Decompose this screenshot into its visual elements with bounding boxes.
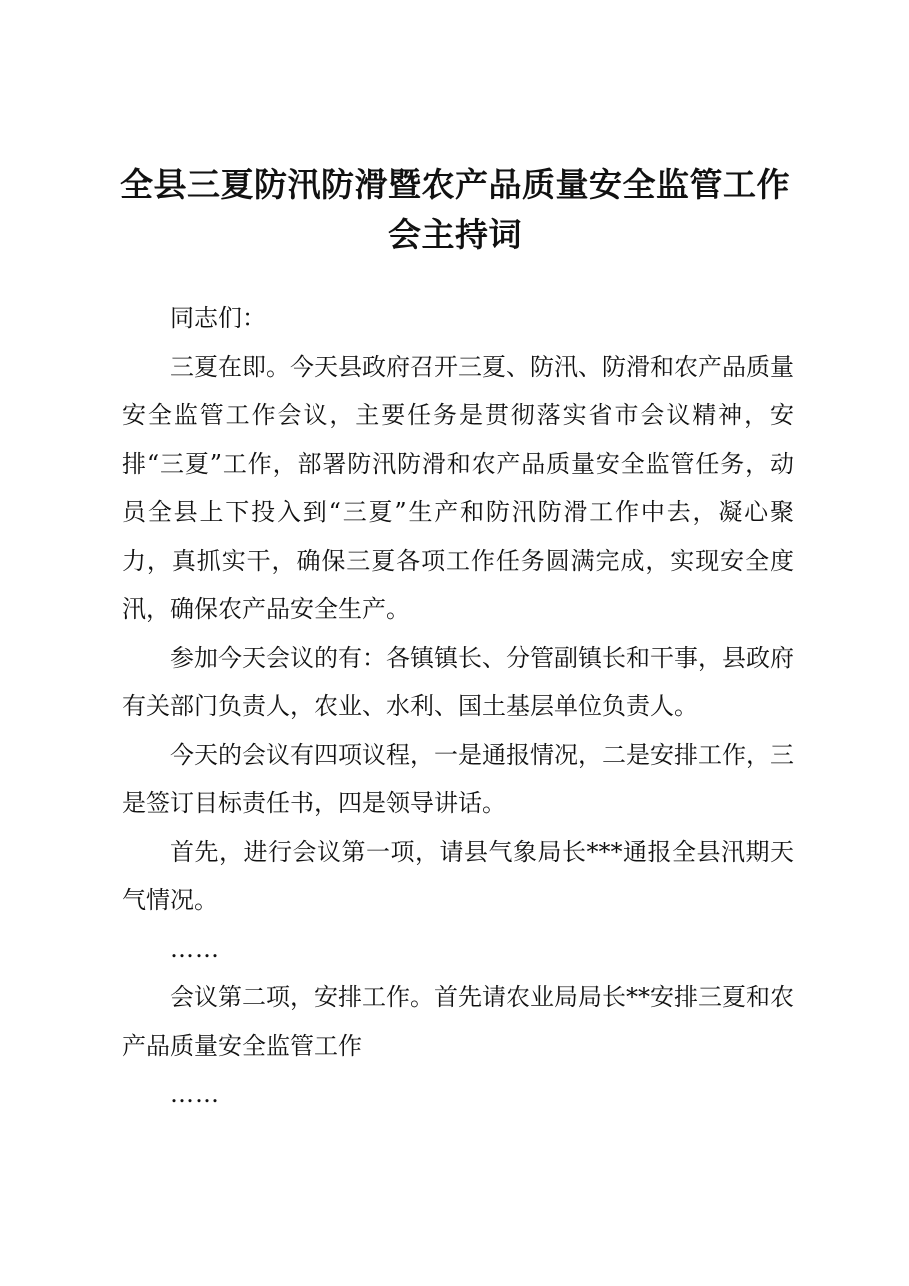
second-item-paragraph: 会议第二项，安排工作。首先请农业局局长**安排三夏和农产品质量安全监管工作 (122, 983, 794, 1060)
document-title (110, 160, 800, 260)
title-line-2: 会主持词 (388, 215, 522, 254)
ellipsis-1: …… (170, 934, 220, 963)
document-body (122, 294, 794, 1119)
title-line-1: 全县三夏防汛防滑暨农产品质量安全监管工作 (120, 165, 790, 204)
first-item-paragraph: 首先，进行会议第一项，请县气象局长***通报全县汛期天气情况。 (122, 837, 794, 914)
attendees-paragraph: 参加今天会议的有：各镇镇长、分管副镇长和干事，县政府有关部门负责人，农业、水利、国土基层单位负责人。 (122, 643, 794, 720)
ellipsis-2: …… (170, 1080, 220, 1108)
greeting-paragraph: 同志们： (170, 304, 266, 332)
intro-paragraph: 三夏在即。今天县政府召开三夏、防汛、防滑和农产品质量安全监管工作会议，主要任务是贯彻落实省市会议精神，安排“三夏”工作，部署防汛防滑和农产品质量安全监管任务，动员全县上下投入到“三夏”生产和防汛防滑工作中去，凝心聚力，真抓实干，确保三夏各项工作任务圆满完成，实现安全度汛，确保农产品安全生产。 (122, 352, 794, 623)
agenda-paragraph: 今天的会议有四项议程，一是通报情况，二是安排工作，三是签订目标责任书，四是领导讲话。 (122, 740, 794, 817)
